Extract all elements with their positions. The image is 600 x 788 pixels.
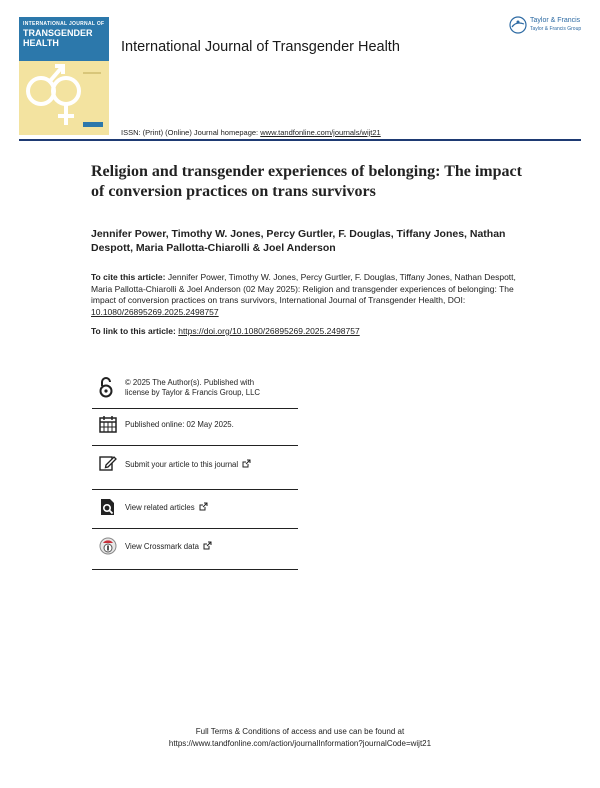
journal-cover-image <box>19 17 109 135</box>
external-link-icon <box>203 541 212 550</box>
cite-doi-link[interactable]: 10.1080/26895269.2025.2498757 <box>91 306 219 317</box>
footer-terms: Full Terms & Conditions of access and use can be found at <box>195 727 405 736</box>
article-link-row <box>91 326 360 336</box>
crossmark-icon <box>99 537 117 555</box>
open-access-icon <box>99 376 113 398</box>
journal-title[interactable]: International Journal of Transgender Health <box>121 39 400 55</box>
search-icon <box>99 498 117 516</box>
info-divider <box>92 569 298 570</box>
publisher-name: Taylor & Francis <box>530 17 581 24</box>
published-date: Published online: 02 May 2025. <box>125 420 234 429</box>
cover-top-line: INTERNATIONAL JOURNAL OF <box>23 21 105 27</box>
article-authors: Jennifer Power, Timothy W. Jones, Percy Gurtler, F. Douglas, Tiffany Jones, Nathan Despott, Maria Pallotta-Chiarolli & Joel Anderson <box>91 228 506 254</box>
external-link-icon <box>242 459 251 468</box>
link-label: To link to this article: <box>91 326 179 336</box>
info-divider <box>92 489 298 490</box>
calendar-icon <box>99 415 117 433</box>
article-doi-link[interactable]: https://doi.org/10.1080/26895269.2025.2498757 <box>178 326 360 336</box>
view-crossmark-link[interactable]: View Crossmark data <box>125 542 199 551</box>
issn-label: ISSN: (Print) (Online) Journal homepage: <box>121 128 261 137</box>
cover-title: TRANSGENDER HEALTH <box>23 28 93 48</box>
cite-label: To cite this article: <box>91 272 166 282</box>
header-divider <box>19 139 581 141</box>
cover-publisher-logo <box>83 122 103 127</box>
journal-homepage-link[interactable]: www.tandfonline.com/journals/wijt21 <box>260 128 381 137</box>
external-link-icon <box>199 502 208 511</box>
issn-line <box>121 128 381 137</box>
license-line-1: © 2025 The Author(s). Published with <box>125 378 255 387</box>
info-divider <box>92 408 298 409</box>
publisher-sub: Taylor & Francis Group <box>530 26 582 32</box>
citation-block <box>91 272 521 318</box>
edit-icon <box>99 455 117 471</box>
cite-text: Jennifer Power, Timothy W. Jones, Percy Gurtler, F. Douglas, Tiffany Jones, Nathan Despott, Maria Pallotta-Chiarolli & Joel Anderson (02 May 2025): Religion and transgender experiences of belonging: The impact of conversion practices on trans survivors, International Journal of Transgender Health, DOI: <box>91 272 516 305</box>
publisher-logo-icon <box>509 16 527 34</box>
publisher-logo[interactable] <box>509 15 585 37</box>
view-related-link[interactable]: View related articles <box>125 503 195 512</box>
info-divider <box>92 528 298 529</box>
submit-article-link[interactable]: Submit your article to this journal <box>125 460 239 469</box>
footer-terms-link[interactable]: https://www.tandfonline.com/action/journalInformation?journalCode=wijt21 <box>168 739 432 748</box>
article-title: Religion and transgender experiences of belonging: The impact of conversion practices on trans survivors <box>91 163 522 200</box>
license-line-2: license by Taylor & Francis Group, LLC <box>125 388 261 397</box>
info-divider <box>92 445 298 446</box>
